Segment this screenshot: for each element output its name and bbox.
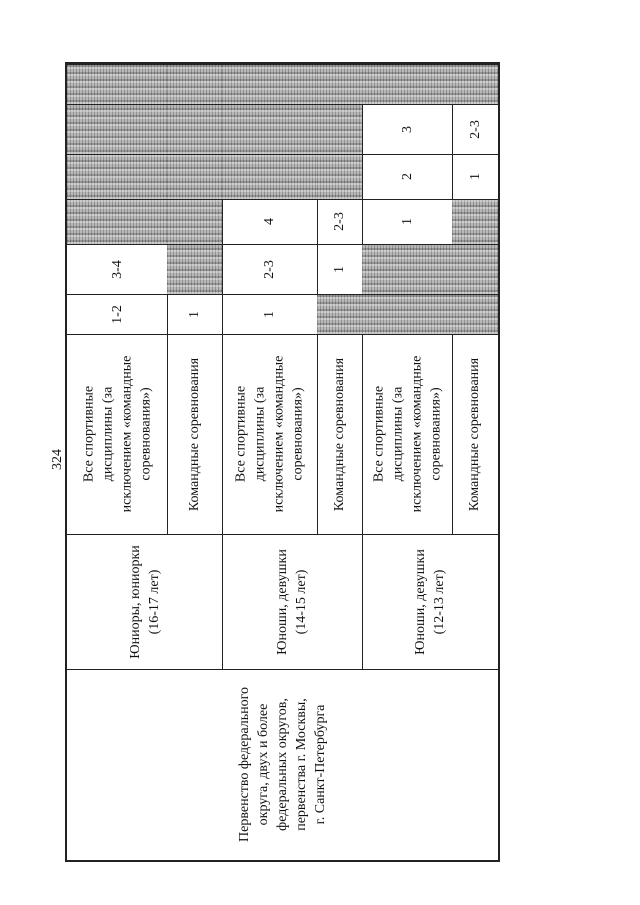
discipline-3-1-text: Все спортивные дисциплины (за исключением «командные соревнования») <box>371 355 444 513</box>
discipline-2-2-text: Командные соревнования <box>332 357 347 511</box>
place-cell-text: 2-3 <box>331 212 347 231</box>
place-cell-text: 1 <box>187 310 202 318</box>
place-cell-text: 2-3 <box>261 259 277 279</box>
page-number: 324 <box>50 449 65 470</box>
place-cell-text: 3-4 <box>109 259 125 279</box>
place-cell-text: 3 <box>399 125 415 133</box>
place-cell-text: 1 <box>399 218 415 225</box>
age-group-1-text: Юниоры, юниорки (16-17 лет) <box>127 544 162 659</box>
place-cell-text: 1 <box>467 173 483 180</box>
discipline-1-1-text: Все спортивные дисциплины (за исключением «командные соревнования») <box>81 355 154 513</box>
place-cell-text: 2 <box>399 173 415 180</box>
discipline-1-2-text: Командные соревнования <box>187 357 202 511</box>
discipline-3-2-text: Командные соревнования <box>467 357 483 511</box>
discipline-2-1-text: Все спортивные дисциплины (за исключением «командные соревнования») <box>233 355 306 513</box>
event-cell-text: Первенство федерального округа, двух и более федеральных округов, первенства г. Москвы, г. Санкт-Петербурга <box>237 687 328 842</box>
place-cell-text: 4 <box>262 218 277 225</box>
place-cell-text: 1 <box>262 310 277 318</box>
place-cell-text: 1 <box>332 265 347 273</box>
place-cell-text: 2-3 <box>467 119 483 139</box>
place-cell-text: 1-2 <box>109 304 125 324</box>
age-group-3-text: Юноши, девушки (12-13 лет) <box>412 548 447 655</box>
age-group-2-text: Юноши, девушки (14-15 лет) <box>274 548 309 655</box>
